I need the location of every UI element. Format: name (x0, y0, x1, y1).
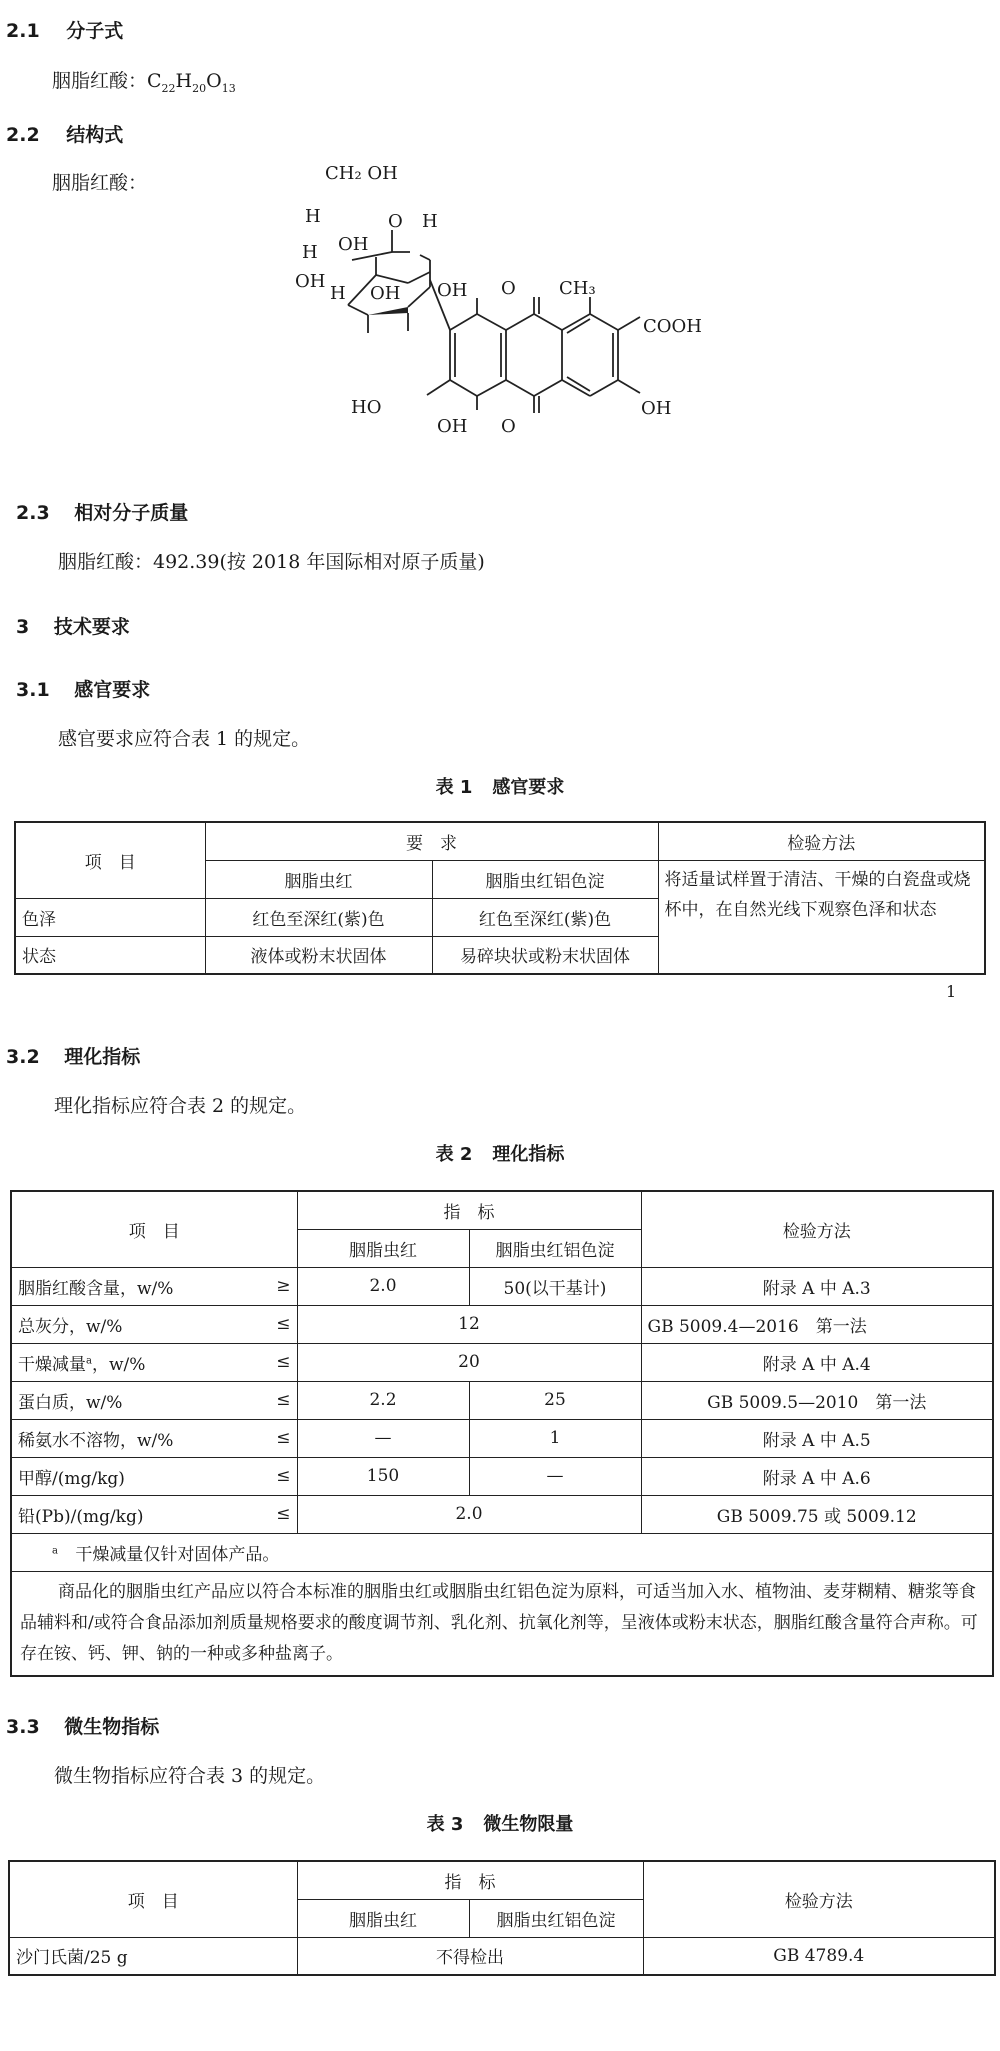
table-row (11, 1267, 993, 1305)
section-number: 3.3 (6, 1716, 40, 1738)
section-3-heading (16, 612, 130, 639)
section-number: 3 (16, 616, 30, 638)
row-value: — (297, 1419, 469, 1457)
formula-prefix: 胭脂红酸：C (52, 70, 162, 92)
structure-label: 胭脂红酸： (52, 172, 148, 194)
carbonyl-oxygen-bottom: O (501, 416, 516, 437)
table2-caption (0, 1140, 1000, 1166)
row-value: 红色至深红(紫)色 (205, 898, 432, 936)
oh-label: OH (437, 416, 468, 437)
h-label: H (302, 242, 318, 263)
row-method: 附录 A 中 A.5 (641, 1419, 993, 1457)
oh-label: OH (370, 283, 401, 304)
row-value: 12 (297, 1305, 641, 1343)
formula-o-count: 13 (221, 81, 236, 95)
molecular-formula (52, 66, 236, 95)
caption-title: 理化指标 (492, 1144, 565, 1165)
table2-physicochemical (10, 1190, 994, 1677)
row-item: 蛋白质，w/% (18, 1392, 123, 1413)
header-index: 指 标 (297, 1191, 641, 1229)
caption-title: 微生物限量 (483, 1814, 574, 1835)
row-method: 附录 A 中 A.3 (641, 1267, 993, 1305)
header-method: 检验方法 (641, 1191, 993, 1267)
row-value: 2.0 (297, 1495, 641, 1533)
formula-c-count: 22 (161, 81, 176, 95)
row-item: 铅(Pb)/(mg/kg) (18, 1506, 144, 1527)
row-method: GB 5009.4—2016 第一法 (641, 1305, 993, 1343)
header-method: 检验方法 (658, 822, 985, 860)
row-value: 2.2 (297, 1381, 469, 1419)
row-item: 状态 (15, 936, 205, 974)
oh-label: OH (437, 280, 468, 301)
method-text: 将适量试样置于清洁、干燥的白瓷盘或烧杯中，在自然光线下观察色泽和状态 (658, 860, 985, 974)
formula-h: H (175, 70, 193, 92)
page-number: 1 (946, 982, 957, 1001)
section-title: 微生物指标 (64, 1716, 160, 1738)
caption-title: 感官要求 (492, 777, 565, 798)
section-title: 技术要求 (53, 616, 130, 638)
header-item: 项 目 (15, 822, 205, 898)
table1-sensory (14, 821, 986, 975)
subheader-carmine-lake: 胭脂虫红铝色淀 (432, 860, 658, 898)
comparison-sign: ≤ (276, 1466, 291, 1486)
row-item: 沙门氏菌/25 g (9, 1937, 297, 1975)
section-title: 结构式 (66, 124, 124, 146)
row-item: 甲醇/(mg/kg) (18, 1468, 125, 1489)
ring-oxygen-label: O (388, 211, 403, 232)
ho-label: HO (351, 397, 382, 418)
carbonyl-oxygen-top: O (501, 278, 516, 299)
section-2-1-heading (6, 16, 123, 43)
row-method: GB 5009.75 或 5009.12 (641, 1495, 993, 1533)
row-item-unit: ，w/% (91, 1354, 146, 1375)
row-method: GB 4789.4 (643, 1937, 995, 1975)
section-number: 2.2 (6, 124, 40, 146)
row-value: 液体或粉末状固体 (205, 936, 432, 974)
row-item (18, 1350, 145, 1375)
subheader-carmine-lake: 胭脂虫红铝色淀 (469, 1899, 643, 1937)
row-item: 稀氨水不溶物，w/% (18, 1430, 174, 1451)
comparison-sign: ≤ (276, 1428, 291, 1448)
table-note: 商品化的胭脂虫红产品应以符合本标准的胭脂虫红或胭脂虫红铝色淀为原料，可适当加入水、植物油、麦芽糊精、糖浆等食品辅料和/或符合食品添加剂质量规格要求的酸度调节剂、乳化剂、抗氧化剂等，呈液体或粉末状态，胭脂红酸含量符合声称。可存在铵、钙、钾、钠的一种或多种盐离子。 (11, 1571, 993, 1676)
oh-label: OH (641, 398, 672, 419)
row-value: 50(以干基计) (469, 1267, 641, 1305)
section-title: 理化指标 (64, 1046, 141, 1068)
caption-number: 表 2 (435, 1144, 473, 1165)
header-index: 指 标 (297, 1861, 643, 1899)
header-item: 项 目 (9, 1861, 297, 1937)
section-number: 2.3 (16, 502, 50, 524)
row-value: 易碎块状或粉末状固体 (432, 936, 658, 974)
cooh-label: COOH (643, 316, 702, 337)
table-footnote (11, 1533, 993, 1571)
header-method: 检验方法 (643, 1861, 995, 1937)
row-value: 25 (469, 1381, 641, 1419)
section-title: 分子式 (66, 20, 124, 42)
subheader-carmine: 胭脂虫红 (205, 860, 432, 898)
oh-label: OH (338, 234, 369, 255)
section-title: 感官要求 (74, 679, 151, 701)
section-number: 2.1 (6, 20, 40, 42)
h-label: H (305, 206, 321, 227)
h-label: H (330, 283, 346, 304)
footnote-ref: a (86, 1354, 92, 1366)
row-method: 附录 A 中 A.4 (641, 1343, 993, 1381)
comparison-sign: ≤ (276, 1314, 291, 1334)
table-row (11, 1305, 993, 1343)
row-value: 2.0 (297, 1267, 469, 1305)
caption-number: 表 3 (426, 1814, 464, 1835)
row-value: 20 (297, 1343, 641, 1381)
comparison-sign: ≤ (276, 1504, 291, 1524)
table-row (11, 1419, 993, 1457)
table3-microbiological (8, 1860, 996, 1976)
table-row (11, 1381, 993, 1419)
table1-caption (0, 773, 1000, 799)
section-number: 3.1 (16, 679, 50, 701)
row-method: GB 5009.5—2010 第一法 (641, 1381, 993, 1419)
section-3-1-text: 感官要求应符合表 1 的规定。 (58, 728, 311, 750)
table-row (11, 1495, 993, 1533)
caption-number: 表 1 (435, 777, 473, 798)
footnote-text: 干燥减量仅针对固体产品。 (75, 1544, 280, 1565)
section-2-2-heading (6, 120, 123, 147)
subheader-carmine: 胭脂虫红 (297, 1229, 469, 1267)
section-3-3-heading (6, 1712, 159, 1739)
formula-o: O (206, 70, 222, 92)
comparison-sign: ≤ (276, 1352, 291, 1372)
h-label: H (422, 211, 438, 232)
section-title: 相对分子质量 (74, 502, 189, 524)
row-value: 1 (469, 1419, 641, 1457)
section-3-1-heading (16, 675, 150, 702)
row-value: 150 (297, 1457, 469, 1495)
oh-label: OH (295, 271, 326, 292)
section-3-3-text: 微生物指标应符合表 3 的规定。 (54, 1765, 326, 1787)
section-number: 3.2 (6, 1046, 40, 1068)
formula-h-count: 20 (192, 81, 207, 95)
footnote-mark: a (52, 1544, 58, 1556)
comparison-sign: ≥ (276, 1276, 291, 1296)
row-value: 不得检出 (297, 1937, 643, 1975)
row-method: 附录 A 中 A.6 (641, 1457, 993, 1495)
table-row (11, 1343, 993, 1381)
row-item-text: 干燥减量 (18, 1354, 86, 1375)
section-3-2-heading (6, 1042, 140, 1069)
section-2-3-heading (16, 498, 188, 525)
ch2oh-label: CH₂ OH (325, 163, 398, 184)
row-value: 红色至深红(紫)色 (432, 898, 658, 936)
header-requirement: 要 求 (205, 822, 658, 860)
row-item: 总灰分，w/% (18, 1316, 123, 1337)
subheader-carmine-lake: 胭脂虫红铝色淀 (469, 1229, 641, 1267)
header-item: 项 目 (11, 1191, 297, 1267)
comparison-sign: ≤ (276, 1390, 291, 1410)
table-row (9, 1937, 995, 1975)
structural-formula (295, 163, 730, 465)
row-value: — (469, 1457, 641, 1495)
table3-caption (0, 1810, 1000, 1836)
subheader-carmine: 胭脂虫红 (297, 1899, 469, 1937)
molecular-mass-text: 胭脂红酸：492.39(按 2018 年国际相对原子质量) (58, 551, 485, 573)
ch3-label: CH₃ (559, 278, 596, 299)
section-3-2-text: 理化指标应符合表 2 的规定。 (54, 1095, 307, 1117)
row-item: 色泽 (15, 898, 205, 936)
table-row (11, 1457, 993, 1495)
row-item: 胭脂红酸含量，w/% (18, 1278, 174, 1299)
